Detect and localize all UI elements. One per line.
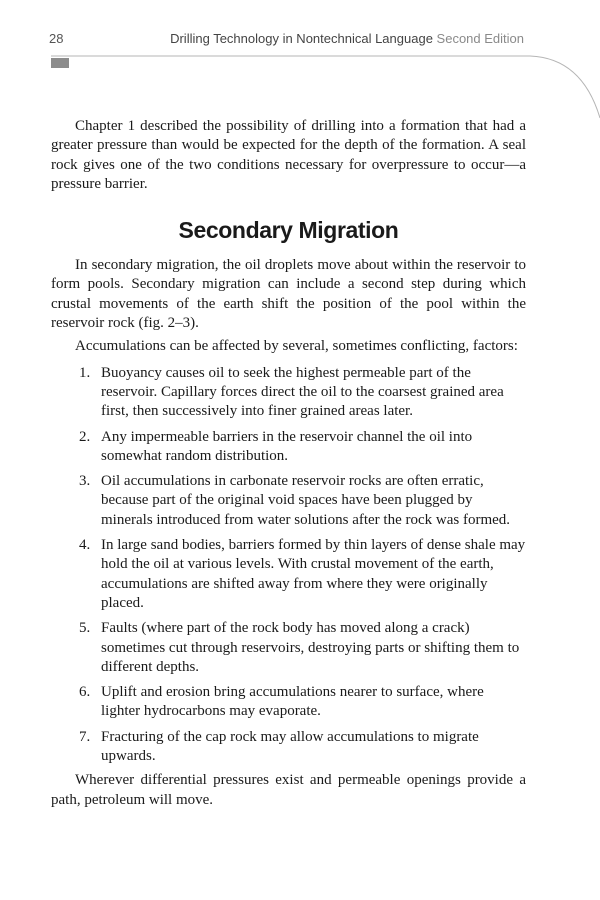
list-text: Uplift and erosion bring accumulations nearer to surface, where lighter hydrocarbons may evaporate.	[101, 684, 484, 720]
page-number: 28	[49, 31, 64, 46]
list-item	[51, 683, 526, 722]
header-tab-marker	[51, 58, 69, 68]
list-text: Any impermeable barriers in the reservoir channel the oil into somewhat random distribution.	[101, 428, 473, 464]
edition-label: Second Edition	[436, 31, 524, 46]
running-header	[170, 31, 524, 46]
list-number: 1.	[79, 364, 91, 381]
list-number: 5.	[79, 620, 91, 637]
body-text	[51, 117, 526, 810]
list-number: 7.	[79, 728, 91, 745]
intro-paragraph: Chapter 1 described the possibility of drilling into a formation that had a greater pressure than would be expected for the depth of the formation. A seal rock gives one of the two conditions necessary for overpressure to occur—a pressure barrier.	[51, 118, 526, 192]
closing-paragraph: Wherever differential pressures exist and permeable openings provide a path, petroleum will move.	[51, 772, 526, 808]
list-number: 4.	[79, 537, 91, 554]
list-item	[51, 619, 526, 677]
list-number: 6.	[79, 684, 91, 701]
list-text: Faults (where part of the rock body has moved along a crack) sometimes cut through reservoirs, destroying parts or shifting them to different depths.	[101, 620, 520, 675]
list-item	[51, 536, 526, 613]
list-number: 2.	[79, 428, 91, 445]
list-text: Buoyancy causes oil to seek the highest permeable part of the reservoir. Capillary forces direct the oil to the coarsest grained area first, then successively into finer grained areas later.	[101, 364, 504, 420]
section-heading: Secondary Migration	[178, 217, 399, 244]
list-text: Oil accumulations in carbonate reservoir rocks are often erratic, because part of the original void spaces have been plugged by minerals introduced from water solutions after the rock was formed.	[101, 473, 511, 528]
list-text: In large sand bodies, barriers formed by thin layers of dense shale may hold the oil at various levels. With crustal movement of the earth, accumulations are shifted away from where they were originally placed.	[101, 537, 526, 611]
list-item	[51, 472, 526, 530]
factor-list	[51, 364, 526, 767]
paragraph-accumulations: Accumulations can be affected by several, sometimes conflicting, factors:	[75, 338, 518, 355]
list-text: Fracturing of the cap rock may allow accumulations to migrate upwards.	[101, 728, 479, 765]
list-item	[51, 364, 526, 422]
list-number: 3.	[79, 473, 91, 490]
book-title: Drilling Technology in Nontechnical Language	[170, 31, 433, 46]
list-item	[51, 428, 526, 467]
list-item	[51, 728, 526, 767]
paragraph-secondary-migration: In secondary migration, the oil droplets move about within the reservoir to form pools. Secondary migration can include a second step during which crustal movements of the earth shift the position of the pool within the reservoir rock (fig. 2–3).	[51, 257, 526, 332]
